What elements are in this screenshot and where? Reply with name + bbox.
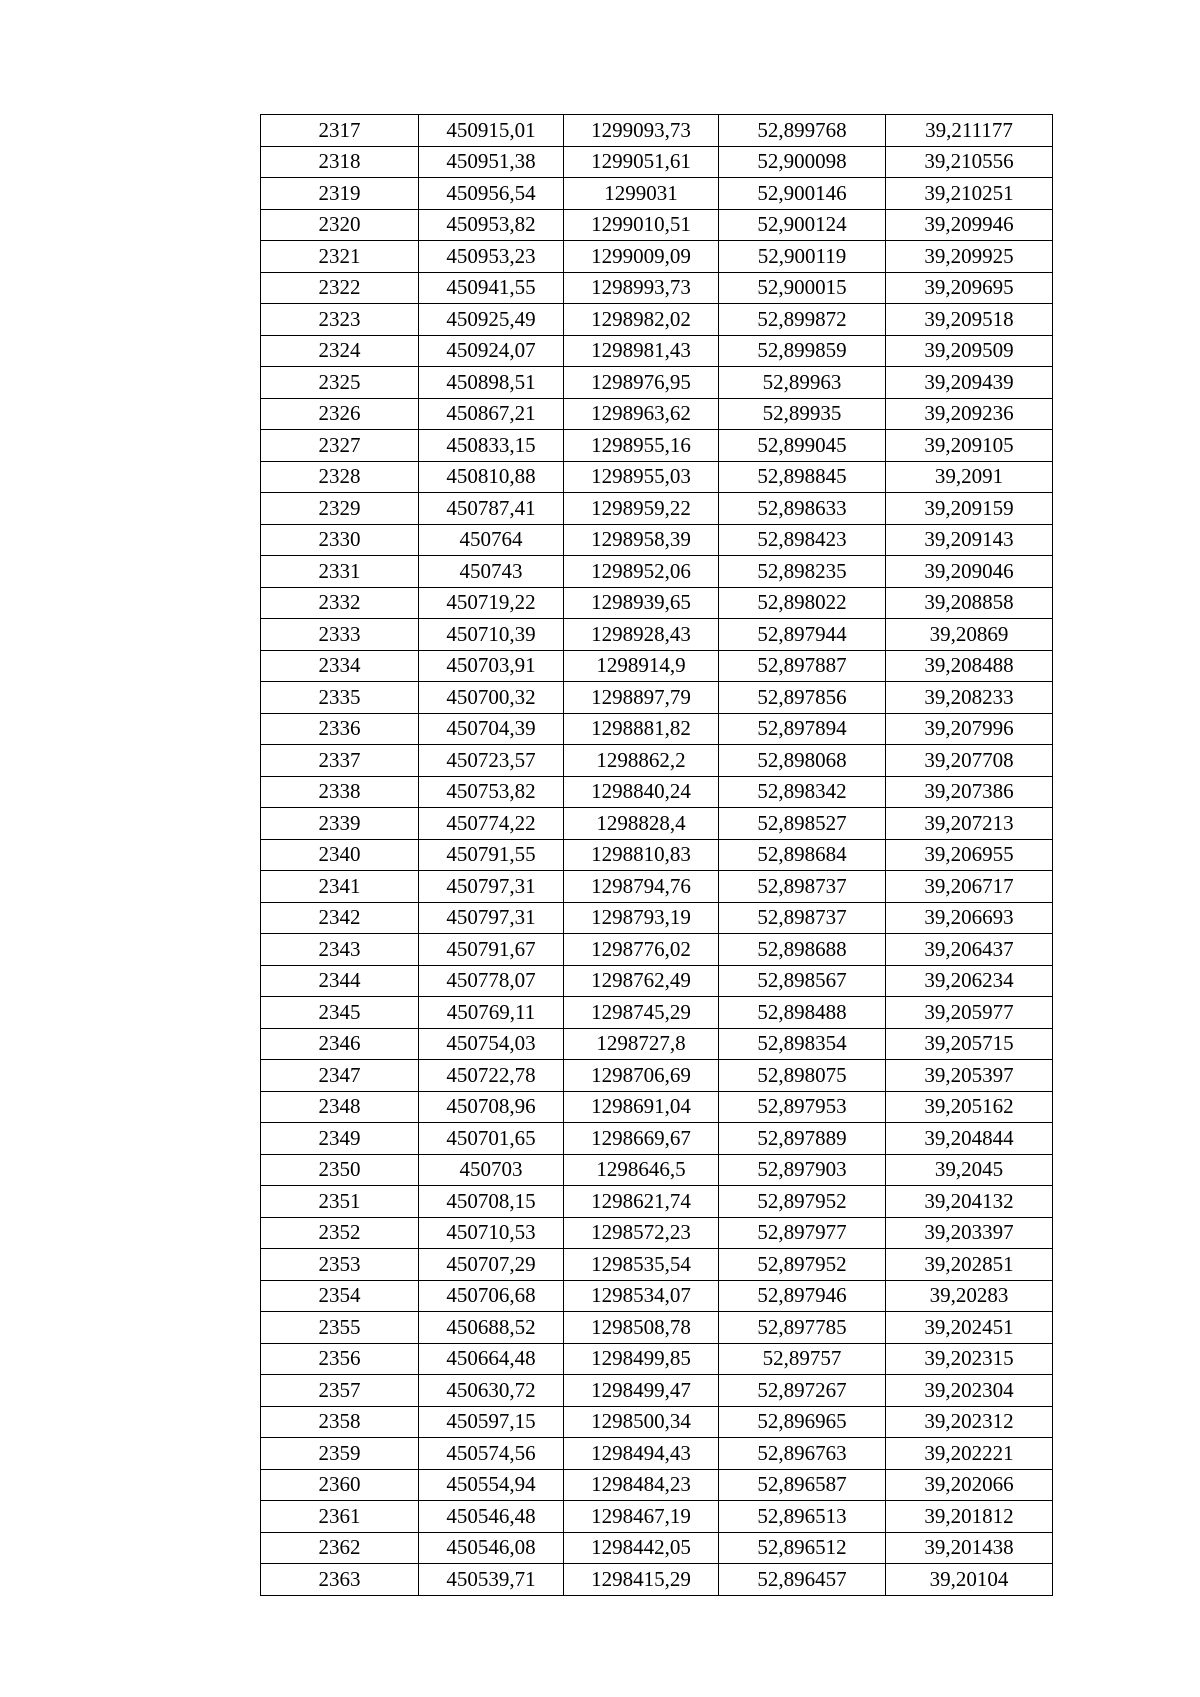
- y-coordinate-cell: 1298484,23: [564, 1469, 719, 1501]
- table-row: [261, 1343, 1053, 1375]
- coordinates-table-body: [261, 115, 1053, 1596]
- y-coordinate-cell: 1298508,78: [564, 1312, 719, 1344]
- x-coordinate-cell: 450797,31: [419, 871, 564, 903]
- x-coordinate-cell: 450723,57: [419, 745, 564, 777]
- point-number-cell: 2340: [261, 839, 419, 871]
- table-row: [261, 241, 1053, 273]
- point-number-cell: 2362: [261, 1532, 419, 1564]
- y-coordinate-cell: 1299009,09: [564, 241, 719, 273]
- y-coordinate-cell: 1298706,69: [564, 1060, 719, 1092]
- y-coordinate-cell: 1298982,02: [564, 304, 719, 336]
- table-row: [261, 1564, 1053, 1596]
- x-coordinate-cell: 450707,29: [419, 1249, 564, 1281]
- point-number-cell: 2351: [261, 1186, 419, 1218]
- table-row: [261, 1501, 1053, 1533]
- longitude-cell: 39,206693: [886, 902, 1053, 934]
- table-row: [261, 146, 1053, 178]
- y-coordinate-cell: 1299093,73: [564, 115, 719, 147]
- point-number-cell: 2333: [261, 619, 419, 651]
- longitude-cell: 39,210556: [886, 146, 1053, 178]
- point-number-cell: 2317: [261, 115, 419, 147]
- table-row: [261, 808, 1053, 840]
- longitude-cell: 39,20283: [886, 1280, 1053, 1312]
- y-coordinate-cell: 1298794,76: [564, 871, 719, 903]
- point-number-cell: 2354: [261, 1280, 419, 1312]
- latitude-cell: 52,897946: [719, 1280, 886, 1312]
- y-coordinate-cell: 1298442,05: [564, 1532, 719, 1564]
- latitude-cell: 52,897785: [719, 1312, 886, 1344]
- table-row: [261, 1091, 1053, 1123]
- x-coordinate-cell: 450915,01: [419, 115, 564, 147]
- y-coordinate-cell: 1298897,79: [564, 682, 719, 714]
- table-row: [261, 461, 1053, 493]
- latitude-cell: 52,897953: [719, 1091, 886, 1123]
- y-coordinate-cell: 1298467,19: [564, 1501, 719, 1533]
- point-number-cell: 2357: [261, 1375, 419, 1407]
- latitude-cell: 52,899768: [719, 115, 886, 147]
- table-row: [261, 1249, 1053, 1281]
- point-number-cell: 2353: [261, 1249, 419, 1281]
- latitude-cell: 52,89757: [719, 1343, 886, 1375]
- x-coordinate-cell: 450941,55: [419, 272, 564, 304]
- latitude-cell: 52,896587: [719, 1469, 886, 1501]
- latitude-cell: 52,898737: [719, 902, 886, 934]
- point-number-cell: 2330: [261, 524, 419, 556]
- longitude-cell: 39,208858: [886, 587, 1053, 619]
- x-coordinate-cell: 450951,38: [419, 146, 564, 178]
- latitude-cell: 52,898688: [719, 934, 886, 966]
- latitude-cell: 52,89963: [719, 367, 886, 399]
- table-row: [261, 115, 1053, 147]
- table-row: [261, 587, 1053, 619]
- latitude-cell: 52,898235: [719, 556, 886, 588]
- point-number-cell: 2352: [261, 1217, 419, 1249]
- point-number-cell: 2361: [261, 1501, 419, 1533]
- longitude-cell: 39,201438: [886, 1532, 1053, 1564]
- coordinates-table: [260, 114, 1053, 1596]
- table-row: [261, 1217, 1053, 1249]
- latitude-cell: 52,897952: [719, 1249, 886, 1281]
- point-number-cell: 2337: [261, 745, 419, 777]
- longitude-cell: 39,202221: [886, 1438, 1053, 1470]
- point-number-cell: 2339: [261, 808, 419, 840]
- point-number-cell: 2335: [261, 682, 419, 714]
- x-coordinate-cell: 450797,31: [419, 902, 564, 934]
- point-number-cell: 2363: [261, 1564, 419, 1596]
- x-coordinate-cell: 450710,53: [419, 1217, 564, 1249]
- latitude-cell: 52,898567: [719, 965, 886, 997]
- y-coordinate-cell: 1298500,34: [564, 1406, 719, 1438]
- point-number-cell: 2355: [261, 1312, 419, 1344]
- x-coordinate-cell: 450953,82: [419, 209, 564, 241]
- latitude-cell: 52,898845: [719, 461, 886, 493]
- y-coordinate-cell: 1298828,4: [564, 808, 719, 840]
- table-row: [261, 1186, 1053, 1218]
- longitude-cell: 39,2091: [886, 461, 1053, 493]
- latitude-cell: 52,897952: [719, 1186, 886, 1218]
- longitude-cell: 39,20104: [886, 1564, 1053, 1596]
- table-row: [261, 745, 1053, 777]
- latitude-cell: 52,900098: [719, 146, 886, 178]
- point-number-cell: 2320: [261, 209, 419, 241]
- point-number-cell: 2345: [261, 997, 419, 1029]
- table-row: [261, 997, 1053, 1029]
- latitude-cell: 52,897887: [719, 650, 886, 682]
- table-row: [261, 1312, 1053, 1344]
- longitude-cell: 39,207386: [886, 776, 1053, 808]
- latitude-cell: 52,898342: [719, 776, 886, 808]
- longitude-cell: 39,206234: [886, 965, 1053, 997]
- x-coordinate-cell: 450703: [419, 1154, 564, 1186]
- x-coordinate-cell: 450833,15: [419, 430, 564, 462]
- y-coordinate-cell: 1298958,39: [564, 524, 719, 556]
- longitude-cell: 39,209105: [886, 430, 1053, 462]
- y-coordinate-cell: 1298840,24: [564, 776, 719, 808]
- table-row: [261, 304, 1053, 336]
- point-number-cell: 2338: [261, 776, 419, 808]
- x-coordinate-cell: 450546,08: [419, 1532, 564, 1564]
- y-coordinate-cell: 1298494,43: [564, 1438, 719, 1470]
- table-row: [261, 1406, 1053, 1438]
- latitude-cell: 52,898075: [719, 1060, 886, 1092]
- table-row: [261, 367, 1053, 399]
- y-coordinate-cell: 1298955,03: [564, 461, 719, 493]
- table-row: [261, 335, 1053, 367]
- longitude-cell: 39,205977: [886, 997, 1053, 1029]
- y-coordinate-cell: 1298727,8: [564, 1028, 719, 1060]
- point-number-cell: 2346: [261, 1028, 419, 1060]
- y-coordinate-cell: 1298939,65: [564, 587, 719, 619]
- point-number-cell: 2342: [261, 902, 419, 934]
- longitude-cell: 39,204132: [886, 1186, 1053, 1218]
- x-coordinate-cell: 450810,88: [419, 461, 564, 493]
- latitude-cell: 52,898022: [719, 587, 886, 619]
- table-row: [261, 619, 1053, 651]
- longitude-cell: 39,204844: [886, 1123, 1053, 1155]
- y-coordinate-cell: 1298745,29: [564, 997, 719, 1029]
- y-coordinate-cell: 1298762,49: [564, 965, 719, 997]
- y-coordinate-cell: 1298534,07: [564, 1280, 719, 1312]
- latitude-cell: 52,897856: [719, 682, 886, 714]
- latitude-cell: 52,897894: [719, 713, 886, 745]
- y-coordinate-cell: 1298646,5: [564, 1154, 719, 1186]
- y-coordinate-cell: 1298963,62: [564, 398, 719, 430]
- x-coordinate-cell: 450778,07: [419, 965, 564, 997]
- point-number-cell: 2331: [261, 556, 419, 588]
- y-coordinate-cell: 1298669,67: [564, 1123, 719, 1155]
- x-coordinate-cell: 450630,72: [419, 1375, 564, 1407]
- latitude-cell: 52,899859: [719, 335, 886, 367]
- longitude-cell: 39,205162: [886, 1091, 1053, 1123]
- table-row: [261, 524, 1053, 556]
- point-number-cell: 2356: [261, 1343, 419, 1375]
- longitude-cell: 39,211177: [886, 115, 1053, 147]
- longitude-cell: 39,205715: [886, 1028, 1053, 1060]
- y-coordinate-cell: 1298981,43: [564, 335, 719, 367]
- point-number-cell: 2348: [261, 1091, 419, 1123]
- table-row: [261, 1123, 1053, 1155]
- latitude-cell: 52,900124: [719, 209, 886, 241]
- point-number-cell: 2328: [261, 461, 419, 493]
- latitude-cell: 52,896457: [719, 1564, 886, 1596]
- table-row: [261, 934, 1053, 966]
- x-coordinate-cell: 450867,21: [419, 398, 564, 430]
- latitude-cell: 52,900146: [719, 178, 886, 210]
- x-coordinate-cell: 450924,07: [419, 335, 564, 367]
- point-number-cell: 2318: [261, 146, 419, 178]
- x-coordinate-cell: 450774,22: [419, 808, 564, 840]
- latitude-cell: 52,896965: [719, 1406, 886, 1438]
- latitude-cell: 52,898488: [719, 997, 886, 1029]
- longitude-cell: 39,209925: [886, 241, 1053, 273]
- longitude-cell: 39,209236: [886, 398, 1053, 430]
- y-coordinate-cell: 1298776,02: [564, 934, 719, 966]
- y-coordinate-cell: 1298955,16: [564, 430, 719, 462]
- y-coordinate-cell: 1298691,04: [564, 1091, 719, 1123]
- table-row: [261, 965, 1053, 997]
- y-coordinate-cell: 1299051,61: [564, 146, 719, 178]
- table-row: [261, 1028, 1053, 1060]
- point-number-cell: 2334: [261, 650, 419, 682]
- point-number-cell: 2343: [261, 934, 419, 966]
- table-row: [261, 1060, 1053, 1092]
- point-number-cell: 2344: [261, 965, 419, 997]
- point-number-cell: 2347: [261, 1060, 419, 1092]
- longitude-cell: 39,209046: [886, 556, 1053, 588]
- longitude-cell: 39,209946: [886, 209, 1053, 241]
- table-row: [261, 776, 1053, 808]
- y-coordinate-cell: 1298415,29: [564, 1564, 719, 1596]
- longitude-cell: 39,207708: [886, 745, 1053, 777]
- x-coordinate-cell: 450664,48: [419, 1343, 564, 1375]
- x-coordinate-cell: 450754,03: [419, 1028, 564, 1060]
- point-number-cell: 2323: [261, 304, 419, 336]
- point-number-cell: 2329: [261, 493, 419, 525]
- longitude-cell: 39,207996: [886, 713, 1053, 745]
- x-coordinate-cell: 450956,54: [419, 178, 564, 210]
- longitude-cell: 39,209143: [886, 524, 1053, 556]
- x-coordinate-cell: 450769,11: [419, 997, 564, 1029]
- table-row: [261, 839, 1053, 871]
- x-coordinate-cell: 450597,15: [419, 1406, 564, 1438]
- latitude-cell: 52,900119: [719, 241, 886, 273]
- table-row: [261, 272, 1053, 304]
- longitude-cell: 39,203397: [886, 1217, 1053, 1249]
- x-coordinate-cell: 450700,32: [419, 682, 564, 714]
- latitude-cell: 52,898527: [719, 808, 886, 840]
- y-coordinate-cell: 1298535,54: [564, 1249, 719, 1281]
- longitude-cell: 39,2045: [886, 1154, 1053, 1186]
- longitude-cell: 39,209695: [886, 272, 1053, 304]
- latitude-cell: 52,898423: [719, 524, 886, 556]
- latitude-cell: 52,898068: [719, 745, 886, 777]
- point-number-cell: 2349: [261, 1123, 419, 1155]
- x-coordinate-cell: 450574,56: [419, 1438, 564, 1470]
- latitude-cell: 52,899872: [719, 304, 886, 336]
- x-coordinate-cell: 450791,67: [419, 934, 564, 966]
- x-coordinate-cell: 450764: [419, 524, 564, 556]
- x-coordinate-cell: 450719,22: [419, 587, 564, 619]
- longitude-cell: 39,202451: [886, 1312, 1053, 1344]
- latitude-cell: 52,898737: [719, 871, 886, 903]
- point-number-cell: 2350: [261, 1154, 419, 1186]
- longitude-cell: 39,201812: [886, 1501, 1053, 1533]
- latitude-cell: 52,898633: [719, 493, 886, 525]
- x-coordinate-cell: 450925,49: [419, 304, 564, 336]
- table-row: [261, 1532, 1053, 1564]
- latitude-cell: 52,896512: [719, 1532, 886, 1564]
- y-coordinate-cell: 1298499,85: [564, 1343, 719, 1375]
- longitude-cell: 39,205397: [886, 1060, 1053, 1092]
- y-coordinate-cell: 1298928,43: [564, 619, 719, 651]
- table-row: [261, 430, 1053, 462]
- longitude-cell: 39,20869: [886, 619, 1053, 651]
- table-row: [261, 178, 1053, 210]
- latitude-cell: 52,900015: [719, 272, 886, 304]
- y-coordinate-cell: 1298862,2: [564, 745, 719, 777]
- longitude-cell: 39,206717: [886, 871, 1053, 903]
- longitude-cell: 39,209439: [886, 367, 1053, 399]
- latitude-cell: 52,896513: [719, 1501, 886, 1533]
- latitude-cell: 52,896763: [719, 1438, 886, 1470]
- x-coordinate-cell: 450704,39: [419, 713, 564, 745]
- x-coordinate-cell: 450722,78: [419, 1060, 564, 1092]
- point-number-cell: 2327: [261, 430, 419, 462]
- point-number-cell: 2325: [261, 367, 419, 399]
- y-coordinate-cell: 1298499,47: [564, 1375, 719, 1407]
- point-number-cell: 2360: [261, 1469, 419, 1501]
- x-coordinate-cell: 450706,68: [419, 1280, 564, 1312]
- latitude-cell: 52,897903: [719, 1154, 886, 1186]
- y-coordinate-cell: 1299031: [564, 178, 719, 210]
- x-coordinate-cell: 450539,71: [419, 1564, 564, 1596]
- y-coordinate-cell: 1298881,82: [564, 713, 719, 745]
- longitude-cell: 39,210251: [886, 178, 1053, 210]
- longitude-cell: 39,206955: [886, 839, 1053, 871]
- x-coordinate-cell: 450708,15: [419, 1186, 564, 1218]
- latitude-cell: 52,898684: [719, 839, 886, 871]
- y-coordinate-cell: 1298993,73: [564, 272, 719, 304]
- latitude-cell: 52,89935: [719, 398, 886, 430]
- latitude-cell: 52,897977: [719, 1217, 886, 1249]
- y-coordinate-cell: 1298810,83: [564, 839, 719, 871]
- point-number-cell: 2319: [261, 178, 419, 210]
- table-row: [261, 902, 1053, 934]
- longitude-cell: 39,202066: [886, 1469, 1053, 1501]
- x-coordinate-cell: 450703,91: [419, 650, 564, 682]
- table-row: [261, 1154, 1053, 1186]
- longitude-cell: 39,202315: [886, 1343, 1053, 1375]
- longitude-cell: 39,209159: [886, 493, 1053, 525]
- latitude-cell: 52,898354: [719, 1028, 886, 1060]
- x-coordinate-cell: 450554,94: [419, 1469, 564, 1501]
- longitude-cell: 39,202851: [886, 1249, 1053, 1281]
- point-number-cell: 2358: [261, 1406, 419, 1438]
- latitude-cell: 52,899045: [719, 430, 886, 462]
- point-number-cell: 2359: [261, 1438, 419, 1470]
- table-row: [261, 556, 1053, 588]
- table-row: [261, 1280, 1053, 1312]
- point-number-cell: 2321: [261, 241, 419, 273]
- y-coordinate-cell: 1298793,19: [564, 902, 719, 934]
- longitude-cell: 39,208233: [886, 682, 1053, 714]
- table-row: [261, 650, 1053, 682]
- table-row: [261, 1375, 1053, 1407]
- x-coordinate-cell: 450701,65: [419, 1123, 564, 1155]
- latitude-cell: 52,897267: [719, 1375, 886, 1407]
- x-coordinate-cell: 450708,96: [419, 1091, 564, 1123]
- longitude-cell: 39,206437: [886, 934, 1053, 966]
- y-coordinate-cell: 1298959,22: [564, 493, 719, 525]
- longitude-cell: 39,207213: [886, 808, 1053, 840]
- x-coordinate-cell: 450710,39: [419, 619, 564, 651]
- table-row: [261, 713, 1053, 745]
- longitude-cell: 39,208488: [886, 650, 1053, 682]
- longitude-cell: 39,202312: [886, 1406, 1053, 1438]
- latitude-cell: 52,897889: [719, 1123, 886, 1155]
- latitude-cell: 52,897944: [719, 619, 886, 651]
- table-row: [261, 209, 1053, 241]
- x-coordinate-cell: 450743: [419, 556, 564, 588]
- longitude-cell: 39,202304: [886, 1375, 1053, 1407]
- y-coordinate-cell: 1298621,74: [564, 1186, 719, 1218]
- table-row: [261, 1469, 1053, 1501]
- y-coordinate-cell: 1298572,23: [564, 1217, 719, 1249]
- point-number-cell: 2332: [261, 587, 419, 619]
- table-row: [261, 682, 1053, 714]
- point-number-cell: 2322: [261, 272, 419, 304]
- table-row: [261, 871, 1053, 903]
- x-coordinate-cell: 450753,82: [419, 776, 564, 808]
- x-coordinate-cell: 450953,23: [419, 241, 564, 273]
- longitude-cell: 39,209518: [886, 304, 1053, 336]
- x-coordinate-cell: 450898,51: [419, 367, 564, 399]
- x-coordinate-cell: 450546,48: [419, 1501, 564, 1533]
- y-coordinate-cell: 1298952,06: [564, 556, 719, 588]
- y-coordinate-cell: 1298976,95: [564, 367, 719, 399]
- y-coordinate-cell: 1298914,9: [564, 650, 719, 682]
- x-coordinate-cell: 450688,52: [419, 1312, 564, 1344]
- table-row: [261, 398, 1053, 430]
- table-row: [261, 493, 1053, 525]
- longitude-cell: 39,209509: [886, 335, 1053, 367]
- point-number-cell: 2326: [261, 398, 419, 430]
- x-coordinate-cell: 450791,55: [419, 839, 564, 871]
- table-row: [261, 1438, 1053, 1470]
- point-number-cell: 2336: [261, 713, 419, 745]
- point-number-cell: 2324: [261, 335, 419, 367]
- y-coordinate-cell: 1299010,51: [564, 209, 719, 241]
- point-number-cell: 2341: [261, 871, 419, 903]
- x-coordinate-cell: 450787,41: [419, 493, 564, 525]
